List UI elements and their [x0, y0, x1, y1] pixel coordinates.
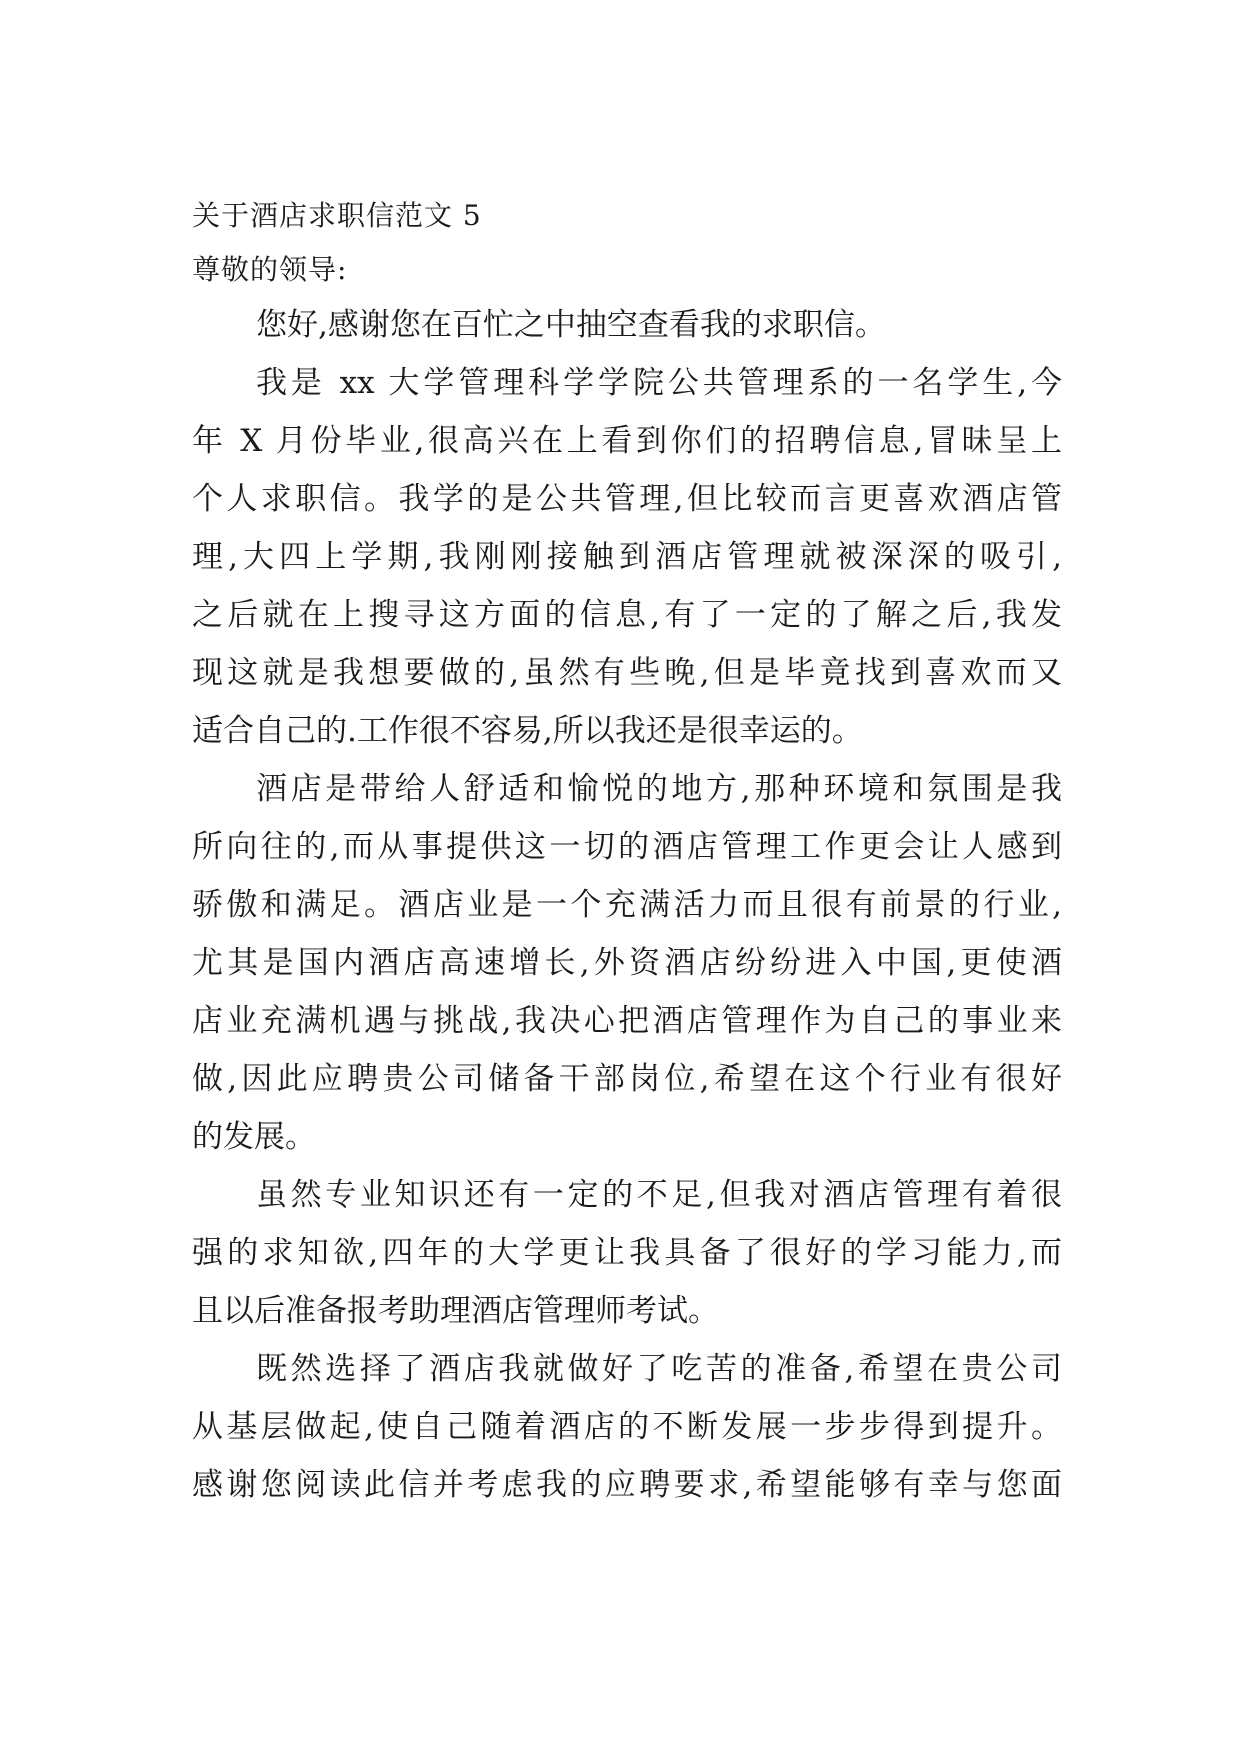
body-line: 个人求职信。我学的是公共管理,但比较而言更喜欢酒店管: [192, 481, 1062, 517]
body-line: 既然选择了酒店我就做好了吃苦的准备,希望在贵公司: [256, 1351, 1062, 1387]
body-line: 虽然专业知识还有一定的不足,但我对酒店管理有着很: [256, 1177, 1062, 1213]
body-line: 所向往的,而从事提供这一切的酒店管理工作更会让人感到: [192, 829, 1062, 865]
body-line: 骄傲和满足。酒店业是一个充满活力而且很有前景的行业,: [192, 887, 1062, 923]
body-line: 酒店是带给人舒适和愉悦的地方,那种环境和氛围是我: [256, 771, 1062, 807]
body-line: 且以后准备报考助理酒店管理师考试。: [192, 1293, 719, 1329]
body-line: 从基层做起,使自己随着酒店的不断发展一步步得到提升。: [192, 1409, 1062, 1445]
body-line: 适合自己的.工作很不容易,所以我还是很幸运的。: [192, 713, 863, 749]
body-line: 的发展。: [192, 1119, 316, 1155]
document-title: 关于酒店求职信范文 5: [192, 199, 482, 232]
body-line: 店业充满机遇与挑战,我决心把酒店管理作为自己的事业来: [192, 1003, 1062, 1039]
salutation: 尊敬的领导:: [192, 253, 348, 286]
body-line: 感谢您阅读此信并考虑我的应聘要求,希望能够有幸与您面: [192, 1467, 1062, 1503]
body-line: 现这就是我想要做的,虽然有些晚,但是毕竟找到喜欢而又: [192, 655, 1062, 691]
body-text: [192, 296, 1062, 1514]
body-line: 之后就在上搜寻这方面的信息,有了一定的了解之后,我发: [192, 597, 1062, 633]
body-line: 我是 xx 大学管理科学学院公共管理系的一名学生,今: [256, 365, 1062, 401]
body-line: 您好,感谢您在百忙之中抽空查看我的求职信。: [256, 307, 886, 343]
body-line: 理,大四上学期,我刚刚接触到酒店管理就被深深的吸引,: [192, 539, 1062, 575]
body-line: 做,因此应聘贵公司储备干部岗位,希望在这个行业有很好: [192, 1061, 1062, 1097]
document-page: [192, 196, 1062, 1514]
body-line: 强的求知欲,四年的大学更让我具备了很好的学习能力,而: [192, 1235, 1062, 1271]
body-line: 尤其是国内酒店高速增长,外资酒店纷纷进入中国,更使酒: [192, 945, 1062, 981]
body-line: 年 X 月份毕业,很高兴在上看到你们的招聘信息,冒昧呈上: [192, 423, 1062, 459]
